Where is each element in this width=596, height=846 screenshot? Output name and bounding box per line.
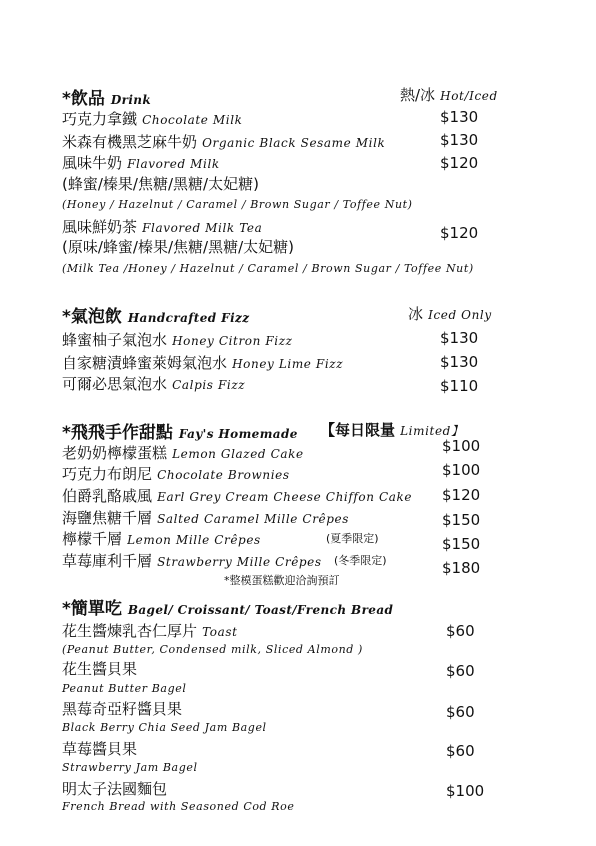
menu-item-lemon-glazed-cake [62, 442, 304, 463]
dessert-heading-en: Fay's Homemade [178, 427, 298, 441]
drink-temp-zh: 熱/冰 [400, 86, 436, 104]
fizz-temp-zh: 冰 [408, 305, 424, 323]
simple-heading-en: Bagel/ Croissant/ Toast/French Bread [127, 603, 394, 617]
menu-item-peanut-butter-bagel: 花生醬貝果 [62, 660, 138, 678]
item-name-zh: 巧克力拿鐵 [62, 110, 138, 128]
dessert-heading-zh: *飛飛手作甜點 [62, 423, 173, 443]
menu-item-honey-lime-fizz [62, 352, 343, 373]
simple-heading [62, 594, 393, 619]
item-name-en: Strawberry Mille Crêpes [157, 555, 322, 569]
menu-item-calpis-fizz [62, 373, 245, 394]
item-price: $120 [440, 154, 479, 172]
menu-item-flavored-milk [62, 152, 220, 173]
menu-item-honey-citron-fizz [62, 329, 293, 350]
drink-heading [62, 84, 151, 109]
menu-item-blackberry-bagel: 黑莓奇亞籽醬貝果 [62, 700, 183, 718]
drink-temp-en: Hot/Iced [440, 89, 498, 103]
item-name-zh: 蜂蜜柚子氣泡水 [62, 331, 168, 349]
item-name-en: Chocolate Milk [142, 113, 243, 127]
simple-heading-zh: *簡單吃 [62, 599, 122, 619]
menu-item-salted-caramel-crepes [62, 507, 349, 528]
menu-item-almond-toast [62, 620, 238, 641]
item-name-zh: 老奶奶檸檬蛋糕 [62, 444, 168, 462]
drink-temp [400, 84, 498, 105]
item-name-en: Toast [202, 625, 238, 639]
item-name-en: Flavored Milk [127, 157, 220, 171]
season-tag: (夏季限定) [326, 532, 379, 545]
item-name-zh: 巧克力布朗尼 [62, 465, 153, 483]
item-price: $60 [446, 662, 475, 680]
menu-item-chocolate-milk [62, 108, 243, 129]
item-description: Peanut Butter Bagel [62, 682, 187, 695]
item-options-zh: (蜂蜜/榛果/焦糖/黑糖/太妃糖) [62, 175, 259, 193]
item-options-zh: (原味/蜂蜜/榛果/焦糖/黑糖/太妃糖) [62, 238, 294, 256]
menu-item-cod-roe-bread: 明太子法國麵包 [62, 780, 168, 798]
item-name-en: Earl Grey Cream Cheese Chiffon Cake [157, 490, 413, 504]
item-price: $180 [442, 559, 481, 577]
item-name-zh: 檸檬千層 [62, 530, 123, 548]
item-price: $60 [446, 703, 475, 721]
menu-item-black-sesame-milk [62, 131, 385, 152]
item-name-zh: 花生醬煉乳杏仁厚片 [62, 622, 198, 640]
item-description: Strawberry Jam Bagel [62, 761, 198, 774]
item-name-en: Salted Caramel Mille Crêpes [157, 512, 349, 526]
item-name-zh: 海鹽焦糖千層 [62, 509, 153, 527]
item-price: $60 [446, 742, 475, 760]
item-description: Black Berry Chia Seed Jam Bagel [62, 721, 267, 734]
item-price: $130 [440, 353, 479, 371]
item-name-en: Flavored Milk Tea [142, 221, 263, 235]
item-name-en: Calpis Fizz [172, 378, 246, 392]
menu-item-lemon-crepes [62, 528, 261, 549]
menu-item-flavored-milk-tea [62, 216, 262, 237]
item-price: $150 [442, 511, 481, 529]
item-options-en: (Honey / Hazelnut / Caramel / Brown Sugar / Toffee Nut) [62, 198, 413, 211]
fizz-heading [62, 302, 249, 327]
whole-cake-note: *整模蛋糕歡迎洽詢預訂 [224, 574, 340, 587]
menu-item-earl-grey-chiffon [62, 485, 412, 506]
item-name-en: Lemon Mille Crêpes [127, 533, 261, 547]
item-name-en: Lemon Glazed Cake [172, 447, 304, 461]
fizz-temp [408, 303, 492, 324]
item-name-en: Honey Citron Fizz [172, 334, 293, 348]
dessert-limited-en: Limited】 [400, 424, 464, 438]
fizz-heading-en: Handcrafted Fizz [127, 311, 250, 325]
drink-heading-zh: *飲品 [62, 89, 105, 109]
item-name-zh: 自家糖漬蜂蜜萊姆氣泡水 [62, 354, 228, 372]
fizz-temp-en: Iced Only [428, 308, 492, 322]
menu-item-strawberry-crepes [62, 550, 322, 571]
item-name-en: Organic Black Sesame Milk [202, 136, 386, 150]
item-price: $100 [442, 461, 481, 479]
item-price: $120 [442, 486, 481, 504]
drink-heading-en: Drink [110, 93, 152, 107]
item-name-zh: 草莓庫利千層 [62, 552, 153, 570]
item-price: $120 [440, 224, 479, 242]
season-tag: (冬季限定) [334, 554, 387, 567]
item-name-zh: 風味鮮奶茶 [62, 218, 138, 236]
menu-item-chocolate-brownies [62, 463, 290, 484]
item-price: $100 [442, 437, 481, 455]
item-name-zh: 米森有機黑芝麻牛奶 [62, 133, 198, 151]
dessert-heading [62, 418, 298, 443]
menu-item-strawberry-bagel: 草莓醬貝果 [62, 740, 138, 758]
item-name-en: Chocolate Brownies [157, 468, 290, 482]
dessert-limited-zh: 【每日限量 [320, 421, 396, 439]
item-price: $110 [440, 377, 479, 395]
item-name-zh: 伯爵乳酪戚風 [62, 487, 153, 505]
item-name-en: Honey Lime Fizz [232, 357, 344, 371]
item-price: $130 [440, 108, 479, 126]
item-price: $130 [440, 329, 479, 347]
item-price: $100 [446, 782, 485, 800]
item-description: (Peanut Butter, Condensed milk, Sliced Almond ) [62, 643, 363, 656]
item-name-zh: 風味牛奶 [62, 154, 123, 172]
item-options-en: (Milk Tea /Honey / Hazelnut / Caramel / Brown Sugar / Toffee Nut) [62, 262, 474, 275]
item-price: $130 [440, 131, 479, 149]
item-name-zh: 可爾必思氣泡水 [62, 375, 168, 393]
item-price: $150 [442, 535, 481, 553]
item-description: French Bread with Seasoned Cod Roe [62, 800, 295, 813]
item-price: $60 [446, 622, 475, 640]
fizz-heading-zh: *氣泡飲 [62, 307, 122, 327]
